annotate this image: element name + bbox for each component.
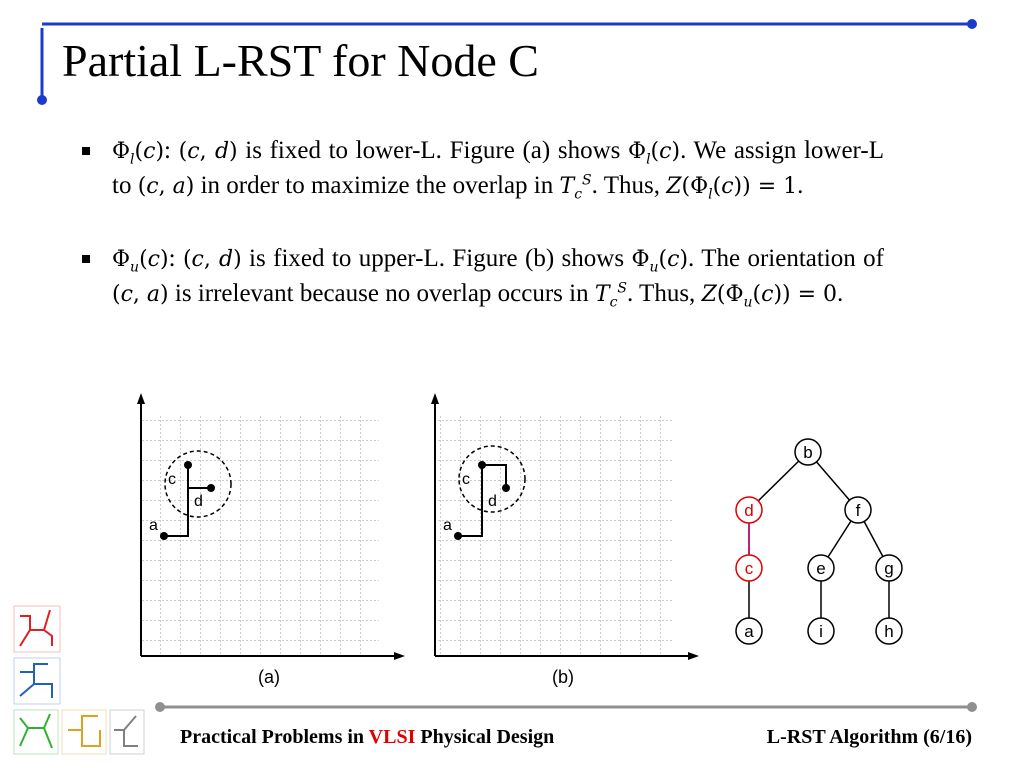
figure-caption-a: (a)	[258, 667, 280, 687]
tree-node-h	[876, 618, 902, 644]
frame-top-dot	[967, 19, 977, 29]
svg-text:d: d	[744, 501, 754, 520]
svg-text:c: c	[744, 559, 754, 578]
svg-text:f: f	[855, 501, 861, 520]
footer-rule-right-dot	[967, 702, 977, 712]
node-label-a: a	[149, 517, 158, 534]
figure-b	[431, 393, 699, 687]
footer-course-prefix: Practical Problems in	[180, 726, 369, 748]
node-label-c: c	[168, 471, 176, 488]
node-label-c: c	[462, 471, 470, 488]
svg-text:h: h	[884, 622, 894, 641]
svg-text:b: b	[803, 443, 813, 462]
footer-rule-left-dot	[155, 702, 165, 712]
tree-node-f	[845, 497, 871, 523]
bullet-marker	[82, 147, 90, 155]
logo-icon	[8, 600, 148, 760]
tree-node-a	[736, 618, 762, 644]
footer-right: L-RST Algorithm (6/16)	[766, 726, 972, 748]
tree-diagram	[736, 439, 902, 644]
svg-text:i: i	[819, 622, 823, 641]
svg-text:g: g	[884, 559, 894, 578]
bullet-text-2: $\Phi_u(c)$: (c, d) is fixed to upper-L. Figure (b) shows $\Phi_u(c)$. The orientation of (c, a) is irrelevant because no overlap occurs in $T_c^S$. Thus, $Z(\Phi_u(c)) = 0$.	[112, 245, 884, 311]
figure-caption-b: (b)	[552, 667, 574, 687]
frame-left-dot	[37, 95, 47, 105]
figure-a	[137, 393, 405, 687]
footer-left	[180, 726, 554, 749]
bullet-text-1: $\Phi_l(c)$: (c, d) is fixed to lower-L. Figure (a) shows $\Phi_l(c)$. We assign lower-L to (c, a) in order to maximize the overlap in $T_c^S$. Thus, $Z(\Phi_l(c)) = 1$.	[112, 137, 884, 203]
tree-node-i	[808, 618, 834, 644]
svg-text:e: e	[816, 559, 826, 578]
footer-course-suffix: Physical Design	[415, 726, 555, 748]
node-label-d: d	[194, 493, 203, 510]
tree-node-c	[736, 555, 762, 581]
node-label-d: d	[488, 493, 497, 510]
tree-node-b	[795, 439, 821, 465]
figure-area	[0, 380, 1024, 700]
page-title: Partial L-RST for Node C	[62, 35, 539, 86]
node-label-a: a	[443, 517, 452, 534]
bullet-marker	[82, 255, 90, 263]
tree-node-d	[736, 497, 762, 523]
tree-node-g	[876, 555, 902, 581]
tree-node-e	[808, 555, 834, 581]
footer-course-highlight: VLSI	[368, 726, 416, 748]
svg-text:a: a	[744, 622, 754, 641]
